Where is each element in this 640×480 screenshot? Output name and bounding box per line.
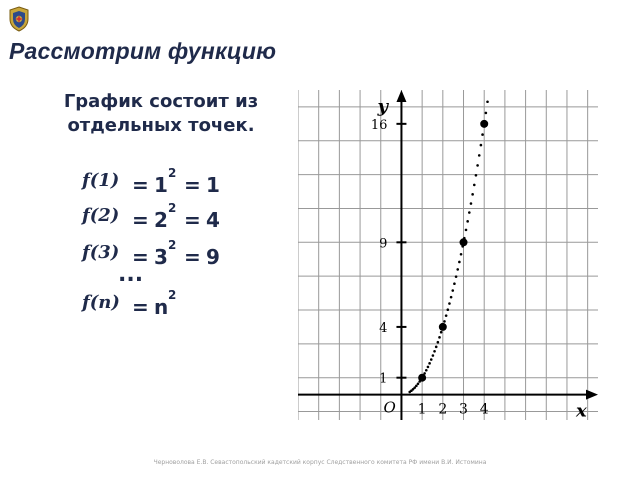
- curve-dot: [425, 369, 428, 372]
- equation-exponent: 2: [168, 166, 177, 180]
- equation-base: 3: [154, 245, 168, 269]
- y-axis-arrow: [396, 90, 406, 102]
- curve-dot: [417, 382, 420, 385]
- curve-dot: [415, 385, 418, 388]
- y-tick-label: 1: [379, 371, 388, 387]
- equation-function: f(3): [82, 242, 120, 263]
- equation-result: 9: [206, 245, 220, 269]
- slide-title: Рассмотрим функцию: [9, 38, 277, 64]
- slide-footer: Черноволова Е.В. Севастопольский кадетский корпус Следственного комитета РФ имени В.И. Истомина: [153, 459, 487, 466]
- curve-dot: [450, 296, 453, 299]
- y-axis-label: y: [377, 96, 388, 117]
- curve-dot: [445, 314, 448, 317]
- chart-points: [418, 120, 488, 382]
- curve-dot: [440, 331, 443, 334]
- curve-dot: [453, 282, 456, 285]
- equals-sign: =: [132, 295, 149, 319]
- chart-grid: [298, 90, 598, 420]
- origin-label: O: [383, 398, 396, 417]
- y-tick-label: 4: [379, 320, 388, 336]
- equation-exponent: 2: [168, 201, 177, 215]
- curve-dot: [438, 336, 441, 339]
- data-point: [418, 374, 426, 382]
- curve-dot: [430, 358, 433, 361]
- equation-exponent: 2: [168, 238, 177, 252]
- ellipsis: ...: [118, 262, 144, 287]
- curve-dot: [465, 229, 468, 232]
- curve-dot: [428, 362, 431, 365]
- equation-base: 1: [154, 173, 168, 197]
- equation-result: 4: [206, 208, 220, 232]
- curve-dot: [427, 366, 430, 369]
- curve-dot: [443, 320, 446, 323]
- curve-dot: [481, 133, 484, 136]
- curve-dot: [458, 261, 461, 264]
- curve-dot: [433, 350, 436, 353]
- curve-dot: [460, 253, 463, 256]
- equals-sign: =: [184, 173, 201, 197]
- x-tick-label: 3: [459, 401, 468, 418]
- curve-dot: [476, 164, 479, 167]
- curve-dot: [432, 354, 435, 357]
- equation-base: n: [154, 295, 169, 319]
- y-tick-label: 9: [379, 236, 388, 252]
- curve-dot: [485, 112, 488, 115]
- curve-dot: [456, 268, 459, 271]
- curve-dot: [468, 211, 471, 214]
- curve-dot: [486, 100, 489, 103]
- x-axis-label: x: [576, 400, 587, 420]
- curve-dot: [446, 308, 449, 311]
- curve-dot: [448, 302, 451, 305]
- x-tick-label: 1: [417, 401, 427, 418]
- equation-result: 1: [206, 173, 220, 197]
- curve-dot: [435, 346, 438, 349]
- curve-dot: [455, 275, 458, 278]
- equals-sign: =: [184, 208, 201, 232]
- curve-dot: [473, 184, 476, 187]
- curve-dot: [478, 154, 481, 157]
- equals-sign: =: [132, 173, 149, 197]
- data-point: [480, 120, 488, 128]
- curve-dot: [437, 341, 440, 344]
- equation-function: f(n): [82, 292, 120, 313]
- chart-axes: [298, 90, 598, 420]
- equation-function: f(2): [82, 205, 120, 226]
- equals-sign: =: [132, 245, 149, 269]
- data-point: [439, 323, 447, 331]
- curve-dot: [475, 174, 478, 177]
- equation-base: 2: [154, 208, 168, 232]
- x-tick-label: 2: [438, 401, 448, 418]
- chart-labels: [371, 96, 587, 420]
- function-graph: [298, 90, 598, 420]
- x-axis-arrow: [586, 390, 598, 400]
- curve-dot: [466, 220, 469, 223]
- data-point: [460, 238, 468, 246]
- slide-subtitle: График состоит из отдельных точек.: [63, 91, 259, 136]
- equation-exponent: 2: [168, 288, 177, 302]
- shield-emblem-icon: [8, 6, 30, 32]
- curve-dot: [471, 193, 474, 196]
- x-tick-label: 4: [479, 401, 489, 418]
- equation-function: f(1): [82, 170, 120, 191]
- curve-dot: [470, 202, 473, 205]
- equals-sign: =: [132, 208, 149, 232]
- equals-sign: =: [184, 245, 201, 269]
- parabola-dotted-curve: [408, 100, 488, 393]
- y-tick-label: 16: [370, 117, 388, 133]
- curve-dot: [480, 144, 483, 147]
- curve-dot: [451, 289, 454, 292]
